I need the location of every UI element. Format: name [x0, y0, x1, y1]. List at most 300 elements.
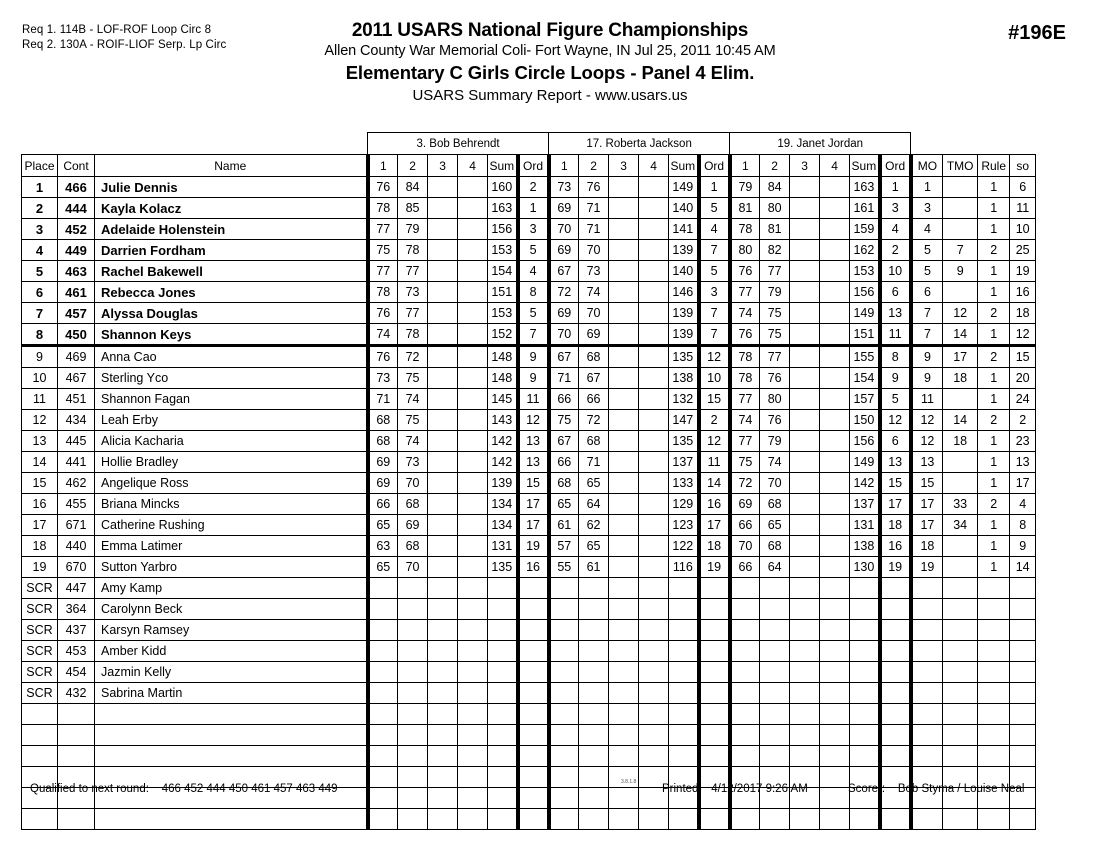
cell-judge3-score2: 76 — [760, 410, 790, 431]
cell-so: 15 — [1010, 346, 1036, 368]
table-row[interactable] — [22, 219, 1036, 240]
cell-judge2-sum — [669, 725, 699, 746]
cell-place — [22, 725, 58, 746]
cell-judge1-score2 — [398, 641, 428, 662]
table-row[interactable] — [22, 198, 1036, 219]
cell-judge2-ord: 5 — [699, 198, 730, 219]
cell-judge3-score2: 80 — [760, 389, 790, 410]
cell-judge1-ord: 13 — [518, 431, 549, 452]
cell-judge1-score1: 69 — [368, 473, 398, 494]
cell-judge1-score2 — [398, 683, 428, 704]
cell-mo — [911, 620, 943, 641]
cell-contestant-number: 444 — [58, 198, 95, 219]
cell-judge3-ord: 11 — [880, 324, 911, 346]
table-row[interactable] — [22, 303, 1036, 324]
cell-judge1-score1 — [368, 809, 398, 830]
cell-judge3-sum: 130 — [850, 557, 880, 578]
cell-place: 16 — [22, 494, 58, 515]
cell-judge3-score2: 74 — [760, 452, 790, 473]
cell-judge2-score1: 73 — [549, 177, 579, 198]
cell-judge3-ord: 3 — [880, 198, 911, 219]
cell-judge1-score2: 72 — [398, 346, 428, 368]
cell-judge3-score1: 77 — [730, 389, 760, 410]
cell-skater-name: Kayla Kolacz — [95, 198, 368, 219]
table-row-empty[interactable] — [22, 746, 1036, 767]
cell-judge2-score2 — [579, 599, 609, 620]
table-row[interactable] — [22, 389, 1036, 410]
cell-judge2-score1: 67 — [549, 431, 579, 452]
cell-judge1-ord — [518, 683, 549, 704]
cell-judge1-score4 — [458, 389, 488, 410]
cell-judge3-score2: 84 — [760, 177, 790, 198]
table-row[interactable] — [22, 599, 1036, 620]
cell-judge3-sum: 142 — [850, 473, 880, 494]
cell-judge1-score1: 76 — [368, 177, 398, 198]
cell-judge1-score1: 78 — [368, 198, 398, 219]
cell-skater-name: Rachel Bakewell — [95, 261, 368, 282]
cell-judge3-sum: 154 — [850, 368, 880, 389]
cell-mo: 1 — [911, 177, 943, 198]
cell-rule — [978, 725, 1010, 746]
table-row[interactable] — [22, 410, 1036, 431]
cell-judge3-score3 — [790, 515, 820, 536]
cell-judge3-score2: 79 — [760, 282, 790, 303]
cell-judge2-score2: 71 — [579, 452, 609, 473]
cell-judge3-sum: 161 — [850, 198, 880, 219]
cell-skater-name: Shannon Keys — [95, 324, 368, 346]
cell-judge3-sum: 153 — [850, 261, 880, 282]
cell-judge1-score4 — [458, 177, 488, 198]
cell-judge3-score2: 77 — [760, 346, 790, 368]
cell-judge2-score3 — [609, 809, 639, 830]
cell-judge2-score3 — [609, 282, 639, 303]
cell-judge3-score3 — [790, 746, 820, 767]
cell-judge1-score2: 69 — [398, 515, 428, 536]
cell-judge3-score1: 78 — [730, 368, 760, 389]
table-row-empty[interactable] — [22, 704, 1036, 725]
cell-so: 17 — [1010, 473, 1036, 494]
col-header-judge2-score3: 3 — [609, 155, 639, 177]
cell-judge1-score1 — [368, 599, 398, 620]
cell-rule — [978, 620, 1010, 641]
cell-contestant-number — [58, 746, 95, 767]
cell-judge1-score4 — [458, 641, 488, 662]
cell-judge1-score3 — [428, 410, 458, 431]
cell-mo: 19 — [911, 557, 943, 578]
cell-rule — [978, 683, 1010, 704]
cell-judge3-score1: 77 — [730, 431, 760, 452]
cell-mo: 5 — [911, 240, 943, 261]
cell-judge2-score1 — [549, 662, 579, 683]
cell-judge3-sum: 162 — [850, 240, 880, 261]
table-row[interactable] — [22, 431, 1036, 452]
cell-judge1-score2: 77 — [398, 261, 428, 282]
cell-judge1-score2: 78 — [398, 240, 428, 261]
cell-judge3-score2 — [760, 746, 790, 767]
cell-judge1-score3 — [428, 599, 458, 620]
cell-tmo — [943, 704, 978, 725]
cell-judge2-sum: 140 — [669, 198, 699, 219]
requirement-line-1: Req 1. 114B - LOF-ROF Loop Circ 8 — [22, 24, 212, 36]
cell-contestant-number: 466 — [58, 177, 95, 198]
scorer-credit — [848, 783, 1024, 795]
cell-judge2-score3 — [609, 599, 639, 620]
cell-place — [22, 704, 58, 725]
cell-judge3-score3 — [790, 620, 820, 641]
cell-judge1-score2 — [398, 746, 428, 767]
cell-rule: 1 — [978, 219, 1010, 240]
cell-skater-name: Hollie Bradley — [95, 452, 368, 473]
cell-judge1-ord — [518, 725, 549, 746]
cell-judge1-score1: 73 — [368, 368, 398, 389]
cell-judge2-score1: 75 — [549, 410, 579, 431]
cell-judge2-score4 — [639, 662, 669, 683]
cell-judge2-score4 — [639, 261, 669, 282]
table-row[interactable] — [22, 620, 1036, 641]
cell-judge3-ord: 13 — [880, 303, 911, 324]
cell-judge3-sum — [850, 578, 880, 599]
cell-judge2-sum: 135 — [669, 346, 699, 368]
cell-place: 12 — [22, 410, 58, 431]
table-row[interactable] — [22, 515, 1036, 536]
cell-judge1-score1: 77 — [368, 261, 398, 282]
cell-judge1-score4 — [458, 431, 488, 452]
cell-tmo: 18 — [943, 431, 978, 452]
cell-place: SCR — [22, 620, 58, 641]
table-row[interactable] — [22, 324, 1036, 346]
cell-judge1-score3 — [428, 809, 458, 830]
cell-judge1-ord: 19 — [518, 536, 549, 557]
cell-judge2-score3 — [609, 177, 639, 198]
cell-judge2-sum — [669, 704, 699, 725]
cell-mo: 18 — [911, 536, 943, 557]
cell-place: 18 — [22, 536, 58, 557]
cell-judge1-score4 — [458, 282, 488, 303]
cell-place: 15 — [22, 473, 58, 494]
cell-judge2-score1 — [549, 641, 579, 662]
cell-judge3-score4 — [820, 431, 850, 452]
cell-judge1-score2 — [398, 809, 428, 830]
cell-judge1-score4 — [458, 809, 488, 830]
cell-judge3-score4 — [820, 240, 850, 261]
cell-judge1-score2: 68 — [398, 536, 428, 557]
cell-so — [1010, 662, 1036, 683]
cell-so — [1010, 704, 1036, 725]
cell-skater-name: Sutton Yarbro — [95, 557, 368, 578]
cell-judge3-sum: 157 — [850, 389, 880, 410]
cell-judge2-ord: 7 — [699, 303, 730, 324]
cell-judge2-score1 — [549, 578, 579, 599]
cell-judge2-score2: 66 — [579, 389, 609, 410]
cell-judge2-ord — [699, 683, 730, 704]
cell-judge2-score4 — [639, 620, 669, 641]
cell-judge2-score4 — [639, 177, 669, 198]
cell-judge3-score4 — [820, 578, 850, 599]
cell-judge2-sum: 149 — [669, 177, 699, 198]
cell-judge3-score1 — [730, 662, 760, 683]
cell-judge3-sum: 150 — [850, 410, 880, 431]
cell-rule: 1 — [978, 261, 1010, 282]
cell-judge3-score2 — [760, 704, 790, 725]
cell-judge2-ord — [699, 641, 730, 662]
table-row[interactable] — [22, 240, 1036, 261]
event-title: 2011 USARS National Figure Championships — [351, 20, 749, 41]
cell-judge3-score4 — [820, 599, 850, 620]
table-row[interactable] — [22, 452, 1036, 473]
cell-judge3-sum — [850, 746, 880, 767]
cell-skater-name: Briana Mincks — [95, 494, 368, 515]
cell-judge2-score1: 65 — [549, 494, 579, 515]
table-row[interactable] — [22, 261, 1036, 282]
cell-judge3-score3 — [790, 303, 820, 324]
cell-judge2-sum: 123 — [669, 515, 699, 536]
cell-skater-name — [95, 704, 368, 725]
cell-judge1-score1 — [368, 620, 398, 641]
cell-skater-name: Leah Erby — [95, 410, 368, 431]
cell-skater-name: Shannon Fagan — [95, 389, 368, 410]
cell-judge3-sum: 155 — [850, 346, 880, 368]
cell-judge1-score3 — [428, 725, 458, 746]
cell-judge1-ord: 5 — [518, 240, 549, 261]
cell-mo — [911, 578, 943, 599]
cell-judge1-score1: 76 — [368, 346, 398, 368]
cell-judge3-score2: 80 — [760, 198, 790, 219]
cell-judge3-score4 — [820, 809, 850, 830]
table-row[interactable] — [22, 368, 1036, 389]
cell-judge2-score2: 64 — [579, 494, 609, 515]
cell-place: SCR — [22, 683, 58, 704]
cell-judge2-ord — [699, 578, 730, 599]
cell-judge3-ord — [880, 809, 911, 830]
cell-rule — [978, 704, 1010, 725]
cell-judge1-score2 — [398, 662, 428, 683]
cell-judge3-ord: 2 — [880, 240, 911, 261]
cell-judge2-score4 — [639, 240, 669, 261]
cell-judge2-score4 — [639, 809, 669, 830]
cell-judge2-sum: 139 — [669, 324, 699, 346]
cell-judge3-score1 — [730, 578, 760, 599]
table-row[interactable] — [22, 536, 1036, 557]
cell-contestant-number: 462 — [58, 473, 95, 494]
cell-judge3-score3 — [790, 599, 820, 620]
cell-judge2-ord: 12 — [699, 431, 730, 452]
cell-contestant-number: 452 — [58, 219, 95, 240]
cell-judge1-sum: 139 — [488, 473, 518, 494]
cell-contestant-number: 457 — [58, 303, 95, 324]
cell-judge1-ord — [518, 809, 549, 830]
cell-judge1-score2 — [398, 704, 428, 725]
col-header-cont: Cont — [58, 155, 95, 177]
cell-judge2-score4 — [639, 324, 669, 346]
cell-judge1-score1: 74 — [368, 324, 398, 346]
cell-rule: 1 — [978, 452, 1010, 473]
results-table — [21, 132, 1036, 830]
cell-judge3-score4 — [820, 494, 850, 515]
cell-judge3-ord: 19 — [880, 557, 911, 578]
cell-judge3-score2: 76 — [760, 368, 790, 389]
cell-judge2-score2 — [579, 641, 609, 662]
cell-judge1-score4 — [458, 261, 488, 282]
cell-judge1-score2: 70 — [398, 557, 428, 578]
cell-judge2-sum: 139 — [669, 303, 699, 324]
cell-judge1-score2 — [398, 620, 428, 641]
judge-name-3: 19. Janet Jordan — [730, 133, 911, 155]
table-row[interactable] — [22, 557, 1036, 578]
cell-judge2-score2 — [579, 620, 609, 641]
cell-judge1-ord: 12 — [518, 410, 549, 431]
cell-place — [22, 746, 58, 767]
table-row[interactable] — [22, 473, 1036, 494]
cell-judge3-ord — [880, 599, 911, 620]
cell-tmo: 18 — [943, 368, 978, 389]
col-header-judge2-score1: 1 — [549, 155, 579, 177]
cell-judge3-score2 — [760, 641, 790, 662]
cell-judge3-sum: 149 — [850, 303, 880, 324]
cell-judge3-score4 — [820, 515, 850, 536]
cell-tmo — [943, 578, 978, 599]
table-row[interactable] — [22, 494, 1036, 515]
table-row[interactable] — [22, 683, 1036, 704]
cell-contestant-number: 461 — [58, 282, 95, 303]
cell-mo: 12 — [911, 410, 943, 431]
cell-judge2-ord: 4 — [699, 219, 730, 240]
cell-rule: 1 — [978, 431, 1010, 452]
cell-judge1-score1 — [368, 725, 398, 746]
cell-judge2-score3 — [609, 641, 639, 662]
cell-judge1-score4 — [458, 515, 488, 536]
cell-judge3-score1 — [730, 746, 760, 767]
cell-judge3-score2 — [760, 809, 790, 830]
cell-judge2-ord: 17 — [699, 515, 730, 536]
cell-judge2-score4 — [639, 725, 669, 746]
cell-so — [1010, 599, 1036, 620]
cell-judge1-score4 — [458, 473, 488, 494]
cell-judge2-score3 — [609, 324, 639, 346]
cell-judge1-score1: 71 — [368, 389, 398, 410]
cell-judge2-score2: 74 — [579, 282, 609, 303]
cell-judge2-score1: 71 — [549, 368, 579, 389]
cell-judge3-score2: 82 — [760, 240, 790, 261]
cell-judge3-score1: 66 — [730, 557, 760, 578]
cell-judge2-score2: 71 — [579, 198, 609, 219]
col-header-judge3-ord: Ord — [880, 155, 911, 177]
cell-judge1-ord — [518, 641, 549, 662]
cell-judge2-sum — [669, 578, 699, 599]
cell-tmo: 14 — [943, 324, 978, 346]
cell-judge2-ord: 16 — [699, 494, 730, 515]
cell-judge2-ord: 3 — [699, 282, 730, 303]
cell-judge1-score3 — [428, 219, 458, 240]
cell-judge1-score3 — [428, 282, 458, 303]
cell-so — [1010, 578, 1036, 599]
cell-mo — [911, 704, 943, 725]
cell-judge1-score1 — [368, 662, 398, 683]
cell-place: 1 — [22, 177, 58, 198]
cell-judge1-ord — [518, 599, 549, 620]
cell-skater-name — [95, 809, 368, 830]
cell-judge1-sum: 134 — [488, 515, 518, 536]
cell-judge1-score3 — [428, 683, 458, 704]
cell-judge1-score3 — [428, 557, 458, 578]
cell-tmo — [943, 662, 978, 683]
cell-place — [22, 809, 58, 830]
table-row-empty[interactable] — [22, 725, 1036, 746]
cell-judge1-score3 — [428, 177, 458, 198]
cell-judge3-ord: 17 — [880, 494, 911, 515]
cell-judge1-sum: 148 — [488, 368, 518, 389]
cell-mo: 12 — [911, 431, 943, 452]
cell-judge3-sum — [850, 662, 880, 683]
cell-rule — [978, 746, 1010, 767]
cell-judge1-score3 — [428, 261, 458, 282]
cell-judge2-ord: 15 — [699, 389, 730, 410]
col-header-mo: MO — [911, 155, 943, 177]
cell-judge3-score4 — [820, 410, 850, 431]
cell-mo — [911, 725, 943, 746]
cell-judge3-score3 — [790, 261, 820, 282]
cell-judge1-score1: 68 — [368, 431, 398, 452]
table-row[interactable] — [22, 282, 1036, 303]
cell-judge3-score3 — [790, 809, 820, 830]
cell-so: 16 — [1010, 282, 1036, 303]
table-row[interactable] — [22, 662, 1036, 683]
cell-judge3-score3 — [790, 410, 820, 431]
cell-judge1-score1: 65 — [368, 557, 398, 578]
cell-judge3-ord: 15 — [880, 473, 911, 494]
cell-judge3-score3 — [790, 536, 820, 557]
cell-judge2-score1 — [549, 620, 579, 641]
table-row[interactable] — [22, 641, 1036, 662]
cell-judge1-ord — [518, 746, 549, 767]
cell-place: 10 — [22, 368, 58, 389]
cell-judge3-score4 — [820, 346, 850, 368]
cell-judge1-score1: 63 — [368, 536, 398, 557]
cell-judge3-score2 — [760, 599, 790, 620]
cell-judge1-sum: 160 — [488, 177, 518, 198]
cell-so: 9 — [1010, 536, 1036, 557]
cell-contestant-number: 440 — [58, 536, 95, 557]
cell-judge2-score3 — [609, 261, 639, 282]
cell-judge3-ord: 16 — [880, 536, 911, 557]
cell-judge3-score3 — [790, 662, 820, 683]
cell-judge1-score3 — [428, 641, 458, 662]
cell-judge1-score4 — [458, 599, 488, 620]
cell-so — [1010, 809, 1036, 830]
cell-place: 6 — [22, 282, 58, 303]
table-row-empty[interactable] — [22, 809, 1036, 830]
cell-judge3-score3 — [790, 683, 820, 704]
cell-judge3-score3 — [790, 219, 820, 240]
table-row[interactable] — [22, 578, 1036, 599]
table-row[interactable] — [22, 346, 1036, 368]
table-row[interactable] — [22, 177, 1036, 198]
cell-judge2-score1: 67 — [549, 346, 579, 368]
cell-judge1-sum — [488, 578, 518, 599]
cell-judge1-sum — [488, 599, 518, 620]
cell-judge2-sum — [669, 662, 699, 683]
cell-judge1-sum: 142 — [488, 431, 518, 452]
cell-judge3-score1: 76 — [730, 324, 760, 346]
cell-judge3-score3 — [790, 578, 820, 599]
cell-judge2-sum — [669, 599, 699, 620]
cell-mo: 13 — [911, 452, 943, 473]
cell-skater-name: Julie Dennis — [95, 177, 368, 198]
cell-judge3-ord — [880, 704, 911, 725]
cell-rule: 1 — [978, 515, 1010, 536]
cell-judge2-score3 — [609, 389, 639, 410]
cell-judge3-score1: 78 — [730, 346, 760, 368]
cell-judge2-sum: 146 — [669, 282, 699, 303]
